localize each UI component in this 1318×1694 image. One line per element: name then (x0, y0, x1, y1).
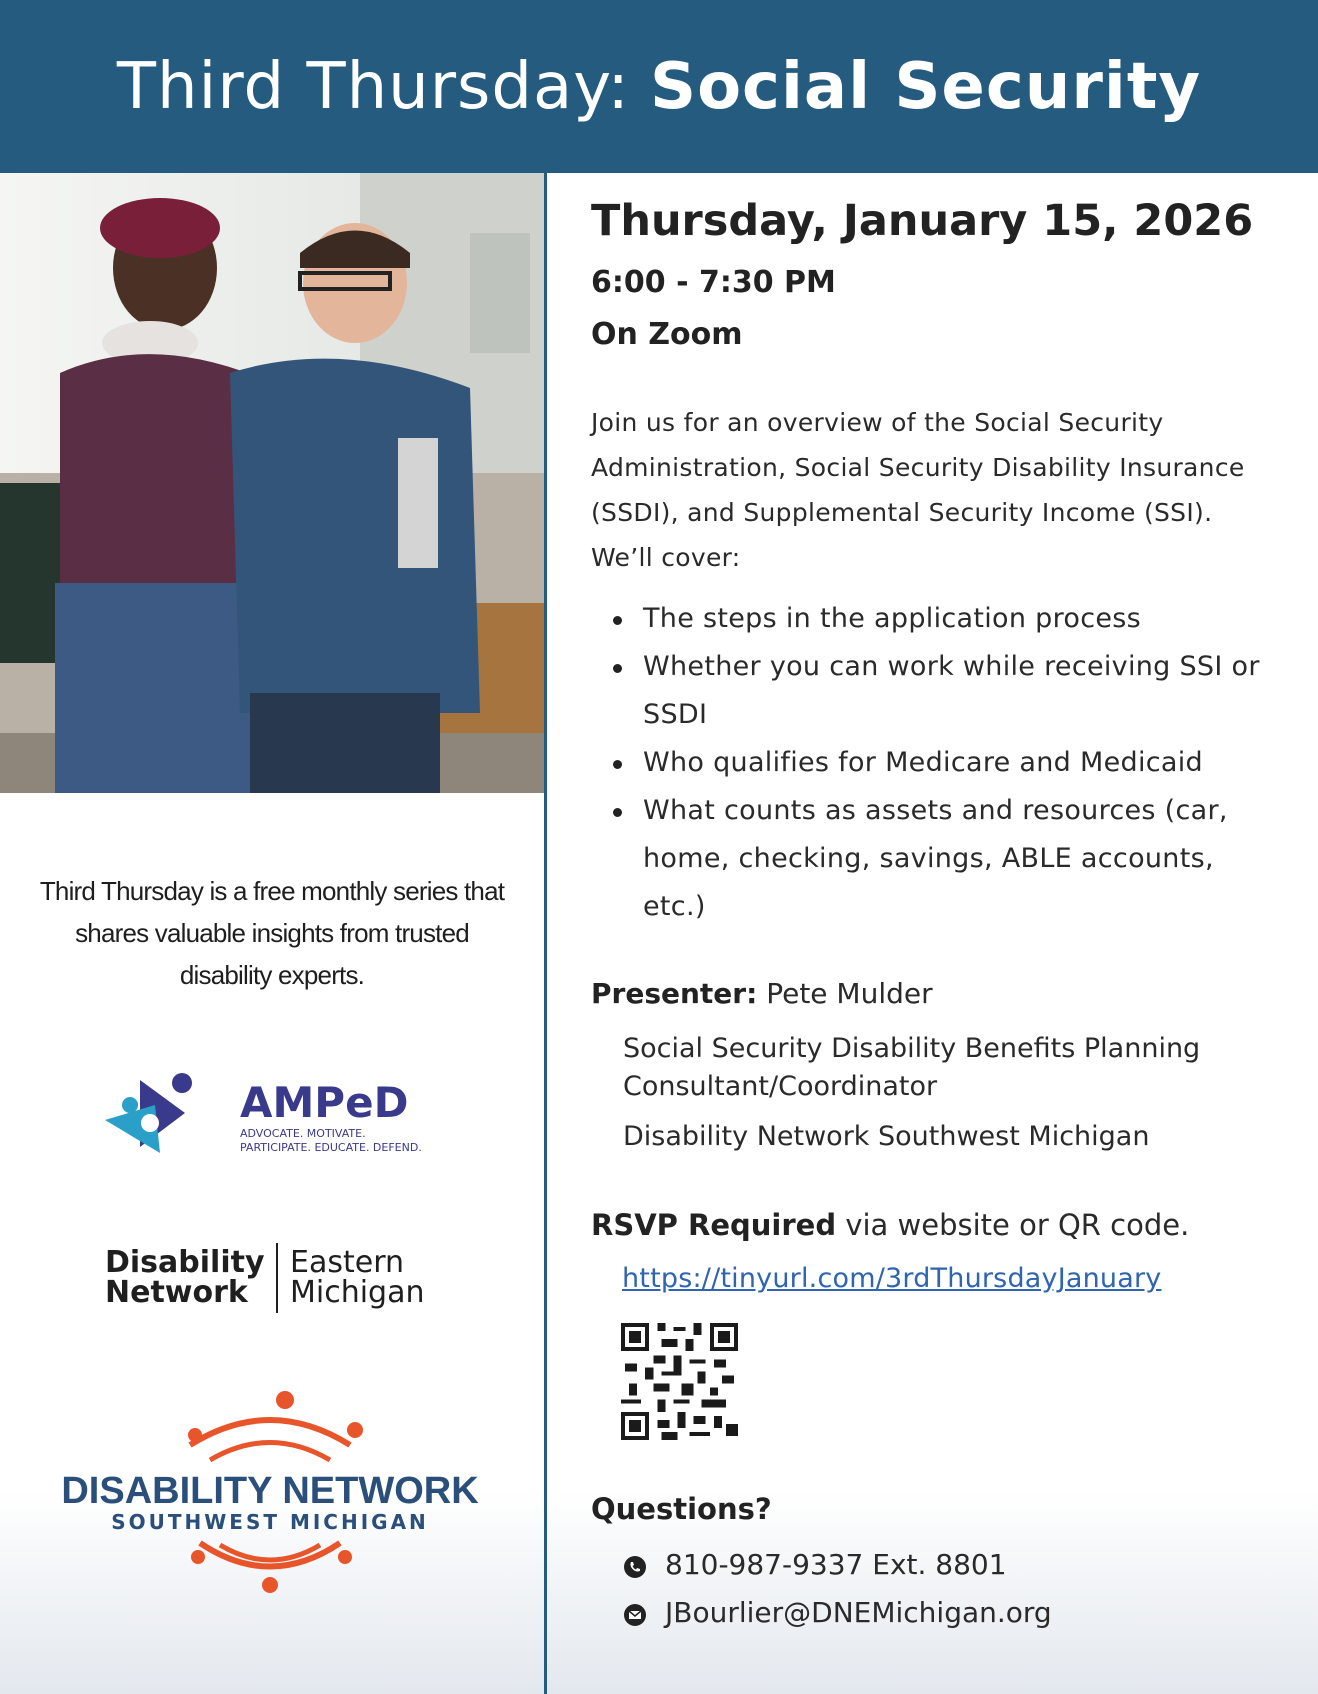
dnem-left-1: Disability (105, 1245, 265, 1280)
email-address: JBourlier@DNEMichigan.org (665, 1596, 1052, 1629)
event-intro: Join us for an overview of the Social Security Administration, Social Security Disability Insurance (SSDI), and Supplemental Security Income (SSI). We’ll cover: (591, 408, 1245, 572)
contact-phone[interactable] (623, 1548, 1007, 1581)
dnsw-line-1: DISABILITY NETWORK (61, 1470, 479, 1512)
amped-wordmark: AMPeD (240, 1078, 409, 1127)
amped-logo (100, 1065, 440, 1165)
title-bold: Social Security (649, 49, 1202, 124)
dnem-right-1: Eastern (290, 1245, 405, 1280)
event-location: On Zoom (591, 317, 743, 352)
title-banner (0, 0, 1318, 173)
list-item: The steps in the application process (591, 595, 1271, 643)
email-icon (623, 1601, 647, 1625)
series-tagline: Third Thursday is a free monthly series that shares valuable insights from trusted disability experts. (39, 876, 505, 990)
topic-list (591, 595, 1271, 931)
title-light: Third Thursday: (116, 49, 630, 124)
dnem-right-2: Michigan (290, 1275, 425, 1310)
rsvp-line (591, 1208, 1189, 1242)
rsvp-link[interactable]: https://tinyurl.com/3rdThursdayJanuary (622, 1263, 1162, 1294)
amped-slogan-2: PARTICIPATE. EDUCATE. DEFEND. (240, 1141, 422, 1154)
list-item: What counts as assets and resources (car, home, checking, savings, ABLE accounts, etc.) (591, 787, 1271, 931)
list-item: Who qualifies for Medicare and Medicaid (591, 739, 1271, 787)
dnsw-line-2: SOUTHWEST MICHIGAN (111, 1510, 429, 1534)
event-photo (0, 173, 544, 793)
phone-number: 810-987-9337 Ext. 8801 (665, 1548, 1007, 1581)
list-item: Whether you can work while receiving SSI or SSDI (591, 643, 1271, 739)
dn-southwest-michigan-logo (61, 1385, 479, 1595)
column-divider (544, 173, 547, 1694)
contact-email[interactable] (623, 1596, 1052, 1629)
phone-icon (623, 1553, 647, 1577)
rsvp-label: RSVP Required (591, 1208, 837, 1242)
presenter-label: Presenter: (591, 977, 758, 1010)
presenter-name: Pete Mulder (766, 977, 933, 1010)
presenter-role: Social Security Disability Benefits Planning Consultant/Coordinator (623, 1033, 1201, 1102)
rsvp-qr-code[interactable] (621, 1323, 738, 1440)
amped-slogan-1: ADVOCATE. MOTIVATE. (240, 1127, 366, 1140)
dn-eastern-michigan-logo (100, 1235, 460, 1320)
presenter-org: Disability Network Southwest Michigan (623, 1121, 1150, 1152)
presenter-line (591, 977, 933, 1010)
rsvp-text: via website or QR code. (845, 1208, 1190, 1242)
event-time: 6:00 - 7:30 PM (591, 265, 836, 300)
dnem-left-2: Network (105, 1275, 248, 1310)
questions-heading: Questions? (591, 1492, 772, 1526)
event-date: Thursday, January 15, 2026 (591, 196, 1254, 246)
